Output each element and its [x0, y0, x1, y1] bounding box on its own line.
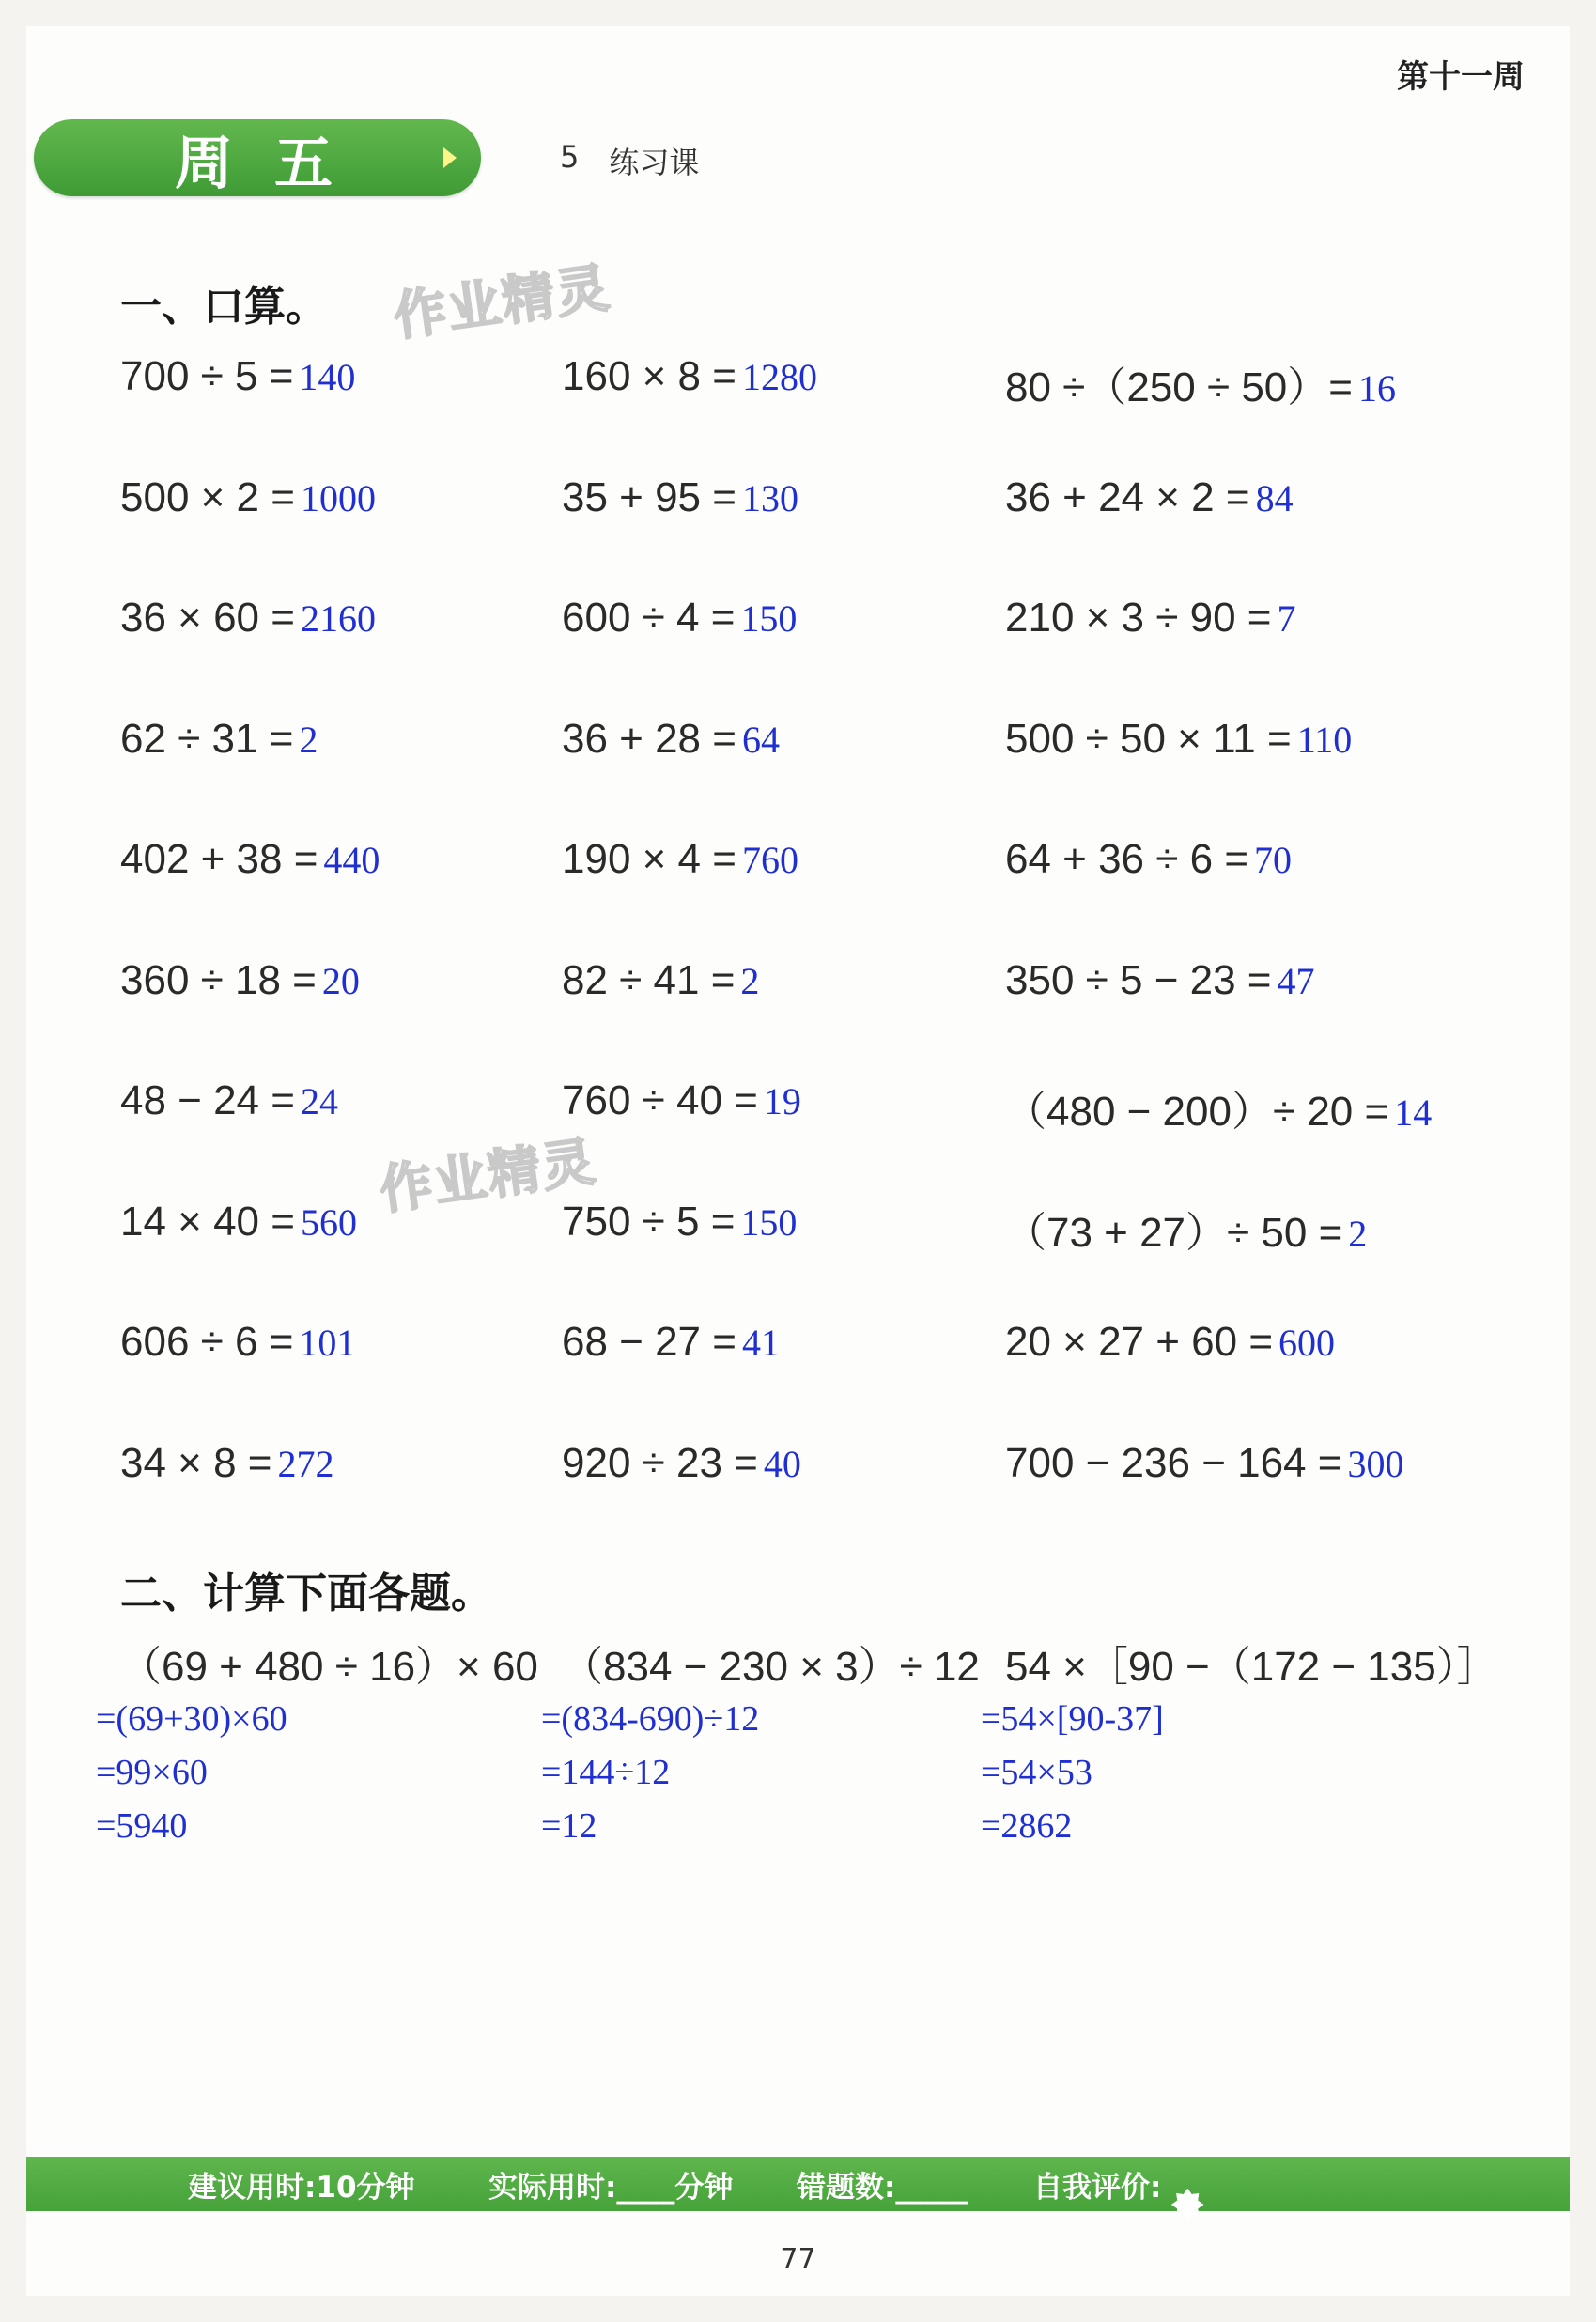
answer-text: 20 [321, 959, 360, 1002]
answer-text: 272 [277, 1442, 334, 1485]
oral-problem [120, 957, 360, 1004]
lesson-title: 练习课 [609, 145, 700, 180]
section2-title: 二、计算下面各题。 [120, 1570, 492, 1618]
answer-text: 150 [740, 1200, 798, 1244]
answer-text: 7 [1277, 597, 1296, 640]
answer-text: 2 [740, 959, 760, 1002]
answer-text: 140 [299, 356, 356, 398]
lesson-heading [560, 139, 699, 182]
self-eval [1033, 2163, 1171, 2206]
answer-text: 24 [300, 1080, 338, 1122]
problem-expression: 36 + 24 × 2 = [1005, 473, 1250, 520]
answer-text: 110 [1296, 718, 1353, 761]
day-tab [34, 119, 481, 196]
answer-text: 130 [741, 476, 798, 519]
answer-text: 70 [1254, 839, 1293, 881]
oral-problem [562, 836, 798, 883]
problem-expression: 210 × 3 ÷ 90 = [1005, 595, 1272, 641]
problem-expression: 64 + 36 ÷ 6 = [1005, 836, 1249, 882]
solution-step: =5940 [96, 1806, 188, 1846]
oral-problem [562, 1199, 797, 1246]
oral-problem [120, 1440, 333, 1487]
answer-text: 14 [1394, 1091, 1433, 1134]
problem-expression: 80 ÷（250 ÷ 50）= [1005, 364, 1353, 410]
workbook-page [26, 26, 1570, 2296]
problem-expression: 350 ÷ 5 − 23 = [1005, 956, 1272, 1003]
problem-expression: 35 + 95 = [562, 473, 736, 520]
oral-problem [120, 1077, 338, 1124]
problem-expression: （480 − 200）÷ 20 = [1005, 1089, 1389, 1135]
error-count: 错题数:_____ [797, 2170, 968, 2205]
answer-text: 19 [763, 1080, 801, 1122]
self-eval-label: 自我评价: [1033, 2170, 1162, 2205]
calc-problem [26, 1633, 1498, 1853]
solution-step: =(69+30)×60 [96, 1699, 287, 1739]
problem-expression: （73 + 27）÷ 50 = [1005, 1209, 1343, 1256]
problem-expression: 36 × 60 = [120, 595, 295, 641]
answer-text: 47 [1277, 959, 1315, 1002]
oral-problem [562, 1077, 801, 1124]
problem-expression: 82 ÷ 41 = [562, 956, 736, 1003]
oral-problem [562, 353, 817, 400]
star-icon[interactable] [1171, 2189, 1203, 2221]
answer-text: 40 [763, 1442, 801, 1485]
problem-expression: 700 − 236 − 164 = [1005, 1439, 1342, 1486]
problem-expression: 500 × 2 = [120, 473, 295, 520]
problem-expression: 500 ÷ 50 × 11 = [1005, 715, 1292, 762]
problem-expression: 750 ÷ 5 = [562, 1198, 736, 1245]
problem-expression: 36 + 28 = [562, 715, 736, 762]
watermark: 作业精灵 [376, 1131, 601, 1222]
problem-expression: 360 ÷ 18 = [120, 956, 317, 1003]
oral-problem [1005, 1319, 1335, 1366]
oral-problem [1005, 474, 1294, 521]
oral-problem [120, 1199, 357, 1246]
oral-problem [120, 836, 380, 883]
oral-problem [1005, 957, 1315, 1004]
oral-problem [1005, 595, 1296, 642]
answer-text: 560 [300, 1200, 357, 1244]
suggested-time: 建议用时:10分钟 [188, 2170, 415, 2205]
problem-expression: 68 − 27 = [562, 1319, 736, 1365]
oral-problem [1005, 716, 1352, 763]
oral-problem [562, 716, 780, 763]
problem-expression: 20 × 27 + 60 = [1005, 1319, 1274, 1365]
oral-problem [120, 1319, 355, 1366]
problem-expression: 700 ÷ 5 = [120, 353, 294, 399]
answer-text: 2 [1348, 1212, 1368, 1255]
answer-text: 16 [1357, 367, 1396, 410]
oral-problem [562, 1440, 801, 1487]
oral-problem [120, 716, 318, 763]
problem-expression: 14 × 40 = [120, 1198, 295, 1245]
problem-expression: 48 − 24 = [120, 1077, 295, 1123]
answer-text: 1280 [741, 356, 817, 398]
problem-expression: 600 ÷ 4 = [562, 595, 736, 641]
week-label: 第十一周 [1397, 58, 1525, 96]
answer-text: 2160 [300, 597, 376, 640]
problem-expression: 402 + 38 = [120, 836, 318, 882]
problem-expression: 760 ÷ 40 = [562, 1077, 758, 1123]
answer-text: 101 [299, 1322, 356, 1364]
footer-bar [26, 2157, 1570, 2211]
answer-text: 84 [1255, 476, 1294, 519]
answer-text: 1000 [300, 476, 376, 519]
problem-expression: 34 × 8 = [120, 1439, 272, 1486]
page-number: 77 [780, 2243, 816, 2276]
oral-problem [562, 474, 798, 521]
watermark: 作业精灵 [390, 257, 615, 348]
answer-text: 2 [299, 718, 318, 761]
solution-step: =(834-690)÷12 [541, 1699, 760, 1739]
arrow-right-icon [443, 147, 457, 168]
oral-problem [562, 1319, 780, 1366]
actual-time: 实际用时:____分钟 [488, 2170, 734, 2205]
oral-problem [1005, 836, 1292, 883]
answer-text: 760 [741, 839, 798, 881]
solution-step: =144÷12 [541, 1753, 671, 1792]
problem-expression: 160 × 8 = [562, 353, 736, 399]
problem-expression: （834 − 230 × 3）÷ 12 [562, 1644, 980, 1690]
answer-text: 440 [323, 839, 380, 881]
answer-text: 300 [1347, 1442, 1404, 1485]
oral-problem [120, 474, 376, 521]
section1-title: 一、口算。 [120, 283, 327, 331]
oral-problem [1005, 1077, 1432, 1138]
answer-text: 41 [741, 1322, 780, 1364]
oral-problem [562, 957, 759, 1004]
problem-expression: 920 ÷ 23 = [562, 1439, 758, 1486]
day-title: 周五 [175, 128, 375, 197]
problem-expression: 62 ÷ 31 = [120, 715, 294, 762]
oral-problem [120, 353, 355, 400]
lesson-number: 5 [560, 139, 580, 175]
oral-problem [1005, 1440, 1403, 1487]
oral-problem [120, 595, 376, 642]
oral-problem [562, 595, 797, 642]
solution-step: =54×[90-37] [981, 1699, 1164, 1739]
solution-step: =99×60 [96, 1753, 208, 1792]
oral-problem [1005, 1199, 1367, 1259]
problem-expression: 54 ×［90 −（172 − 135）］ [1005, 1644, 1498, 1690]
solution-step: =54×53 [981, 1753, 1092, 1792]
answer-text: 600 [1278, 1322, 1336, 1364]
solution-step: =12 [541, 1806, 597, 1846]
answer-text: 64 [741, 718, 780, 761]
oral-problem [1005, 353, 1396, 413]
solution-step: =2862 [981, 1806, 1073, 1846]
answer-text: 150 [740, 597, 798, 640]
problem-expression: 606 ÷ 6 = [120, 1319, 294, 1365]
problem-expression: 190 × 4 = [562, 836, 736, 882]
problem-expression: （69 + 480 ÷ 16）× 60 [120, 1644, 538, 1690]
